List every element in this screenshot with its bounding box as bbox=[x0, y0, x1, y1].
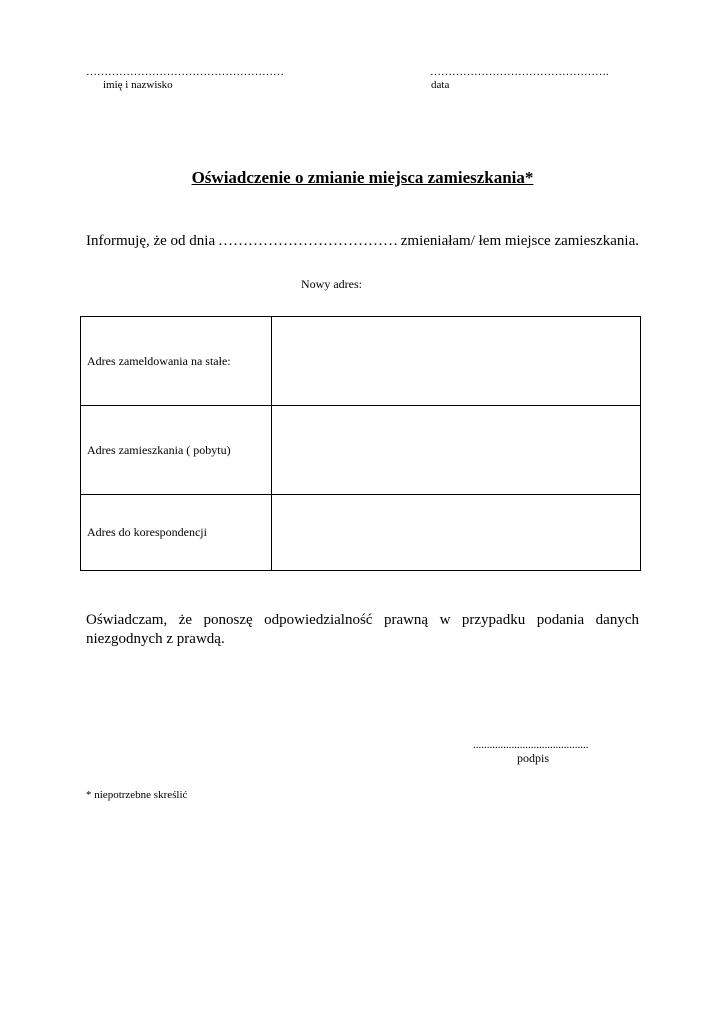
address-label-correspondence: Adres do korespondencji bbox=[81, 495, 272, 571]
name-dots-line: ……………………………………………… bbox=[86, 66, 284, 78]
footnote: * niepotrzebne skreślić bbox=[86, 789, 188, 801]
date-label: data bbox=[431, 79, 450, 91]
inform-prefix: Informuję, że od dnia bbox=[86, 233, 216, 249]
declaration-line-2: niezgodnych z prawdą. bbox=[86, 631, 225, 647]
address-table bbox=[80, 316, 641, 571]
address-value-correspondence bbox=[272, 495, 641, 571]
address-value-permanent bbox=[272, 317, 641, 406]
declaration-line-1: Oświadczam, że ponoszę odpowiedzialność prawną w przypadku podania danych bbox=[86, 612, 639, 628]
inform-line bbox=[86, 233, 639, 250]
name-label: imię i nazwisko bbox=[103, 79, 173, 91]
declaration-paragraph bbox=[86, 611, 639, 649]
date-dots-line: …………………………………………. bbox=[430, 66, 609, 78]
document-title: Oświadczenie o zmianie miejsca zamieszkania* bbox=[191, 168, 534, 187]
table-row bbox=[81, 495, 641, 571]
new-address-label: Nowy adres: bbox=[301, 277, 362, 291]
table-row bbox=[81, 406, 641, 495]
table-row bbox=[81, 317, 641, 406]
address-label-residence: Adres zamieszkania ( pobytu) bbox=[81, 406, 272, 495]
inform-date-dots: ……………………………… bbox=[217, 233, 398, 249]
address-value-residence bbox=[272, 406, 641, 495]
inform-suffix: zmieniałam/ łem miejsce zamieszkania. bbox=[400, 233, 639, 249]
signature-label: podpis bbox=[517, 751, 550, 765]
signature-dots-line: .......................................... bbox=[473, 739, 589, 751]
address-label-permanent: Adres zameldowania na stałe: bbox=[81, 317, 272, 406]
